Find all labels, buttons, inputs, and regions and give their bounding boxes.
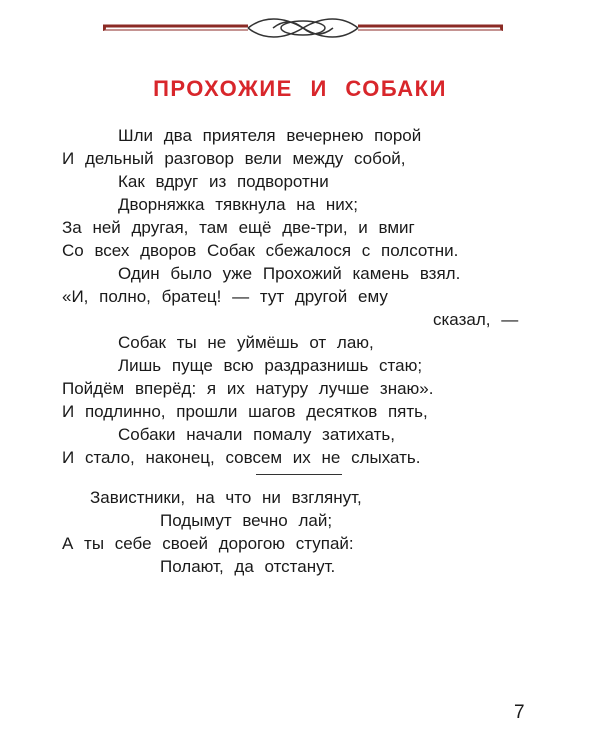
moral-line: Подымут вечно лай; [160, 511, 333, 530]
poem-line: Лишь пуще всю раздразнишь стаю; [118, 356, 423, 375]
poem-line: Один было уже Прохожий камень взял. [118, 264, 461, 283]
moral-line: Завистники, на что ни взглянут, [90, 488, 362, 507]
poem-title: ПРОХОЖИЕ И СОБАКИ [153, 76, 447, 101]
poem-line: И дельный разговор вели между собой, [62, 149, 406, 168]
poem-line: За ней другая, там ещё две-три, и вмиг [62, 218, 415, 237]
poem-line: Шли два приятеля вечернею порой [118, 126, 422, 145]
poem-line: Как вдруг из подворотни [118, 172, 329, 191]
moral-line: А ты себе своей дорогою ступай: [62, 534, 354, 553]
poem-line: Дворняжка тявкнула на них; [118, 195, 358, 214]
section-divider [256, 474, 342, 475]
poem-line: И стало, наконец, совсем их не слыхать. [62, 448, 421, 467]
poem-line: сказал, — [433, 310, 519, 329]
decorative-ornament [103, 14, 503, 42]
poem-line: Пойдём вперёд: я их натуру лучше знаю». [62, 379, 434, 398]
moral-line: Полают, да отстанут. [160, 557, 336, 576]
poem-line: Собаки начали помалу затихать, [118, 425, 395, 444]
poem-line: И подлинно, прошли шагов десятков пять, [62, 402, 428, 421]
poem-line: Со всех дворов Собак сбежалося с полсотни. [62, 241, 459, 260]
poem-line: «И, полно, братец! — тут другой ему [62, 287, 388, 306]
page-number: 7 [514, 702, 525, 723]
poem-line: Собак ты не уймёшь от лаю, [118, 333, 374, 352]
